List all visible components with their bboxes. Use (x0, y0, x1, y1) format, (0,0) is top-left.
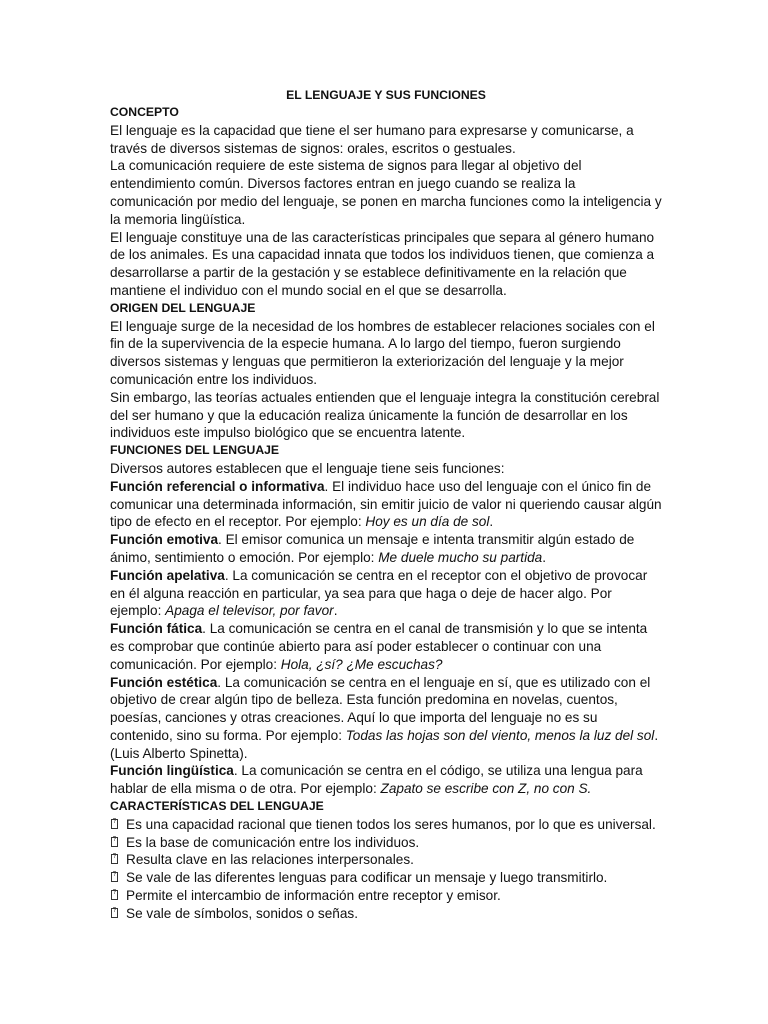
section-heading-concepto: CONCEPTO (110, 105, 179, 119)
paragraph: El lenguaje es la capacidad que tiene el ser humano para expresarse y comunicarse, a través de diversos sistemas de signos: orales, escritos o gestuales. (110, 122, 634, 156)
function-name: Función fática (110, 621, 203, 637)
list-item (110, 887, 662, 905)
list-item (110, 851, 662, 869)
function-item (110, 762, 662, 798)
function-item (110, 620, 662, 673)
function-text: . La comunicación se centra en el código, se utiliza una lengua para hablar de ella misma o de otra. Por ejemplo: (110, 763, 643, 797)
function-name: Función lingüística (110, 763, 234, 779)
function-text: . La comunicación se centra en el canal de transmisión y lo que se intenta es comprobar que continúe abierto para así poder establecer o continuar con una comunicación. Por ejemplo: (110, 621, 648, 672)
function-after: . (Luis Alberto Spinetta). (110, 727, 659, 761)
paragraph: Diversos autores establecen que el lenguaje tiene seis funciones: (110, 460, 505, 476)
list-item-text: Se vale de las diferentes lenguas para codificar un mensaje y luego transmitirlo. (126, 870, 608, 886)
list-item-text: Es una capacidad racional que tienen todos los seres humanos, por lo que es universal. (126, 816, 656, 832)
section-heading-caracteristicas: CARACTERÍSTICAS DEL LENGUAJE (110, 799, 324, 814)
bullet-icon (111, 890, 118, 900)
bullet-icon (111, 854, 118, 864)
function-example: Hola, ¿sí? ¿Me escuchas? (280, 656, 443, 672)
function-example: Todas las hojas son del viento, menos la luz del sol (345, 727, 655, 743)
function-name: Función referencial o informativa (110, 478, 325, 494)
list-item (110, 905, 662, 923)
function-text: . La comunicación se centra en el lenguaje en sí, que es utilizado con el objetivo de crear algún tipo de belleza. Esta función predomina en novelas, cuentos, poesías, canciones y otras creaciones. Aquí lo que importa del lenguaje no es su contenido, sino su forma. Por ejemplo: (110, 674, 651, 743)
function-item (110, 567, 662, 620)
paragraph: La comunicación requiere de este sistema de signos para llegar al objetivo del entendimiento común. Diversos factores entran en juego cuando se realiza la comunicación por medio del lenguaje, se ponen en marcha funciones como la inteligencia y la memoria lingüística. (110, 158, 662, 227)
function-name: Función estética (110, 674, 218, 690)
document-title: EL LENGUAJE Y SUS FUNCIONES (286, 88, 486, 102)
list-item (110, 816, 662, 834)
function-text: . La comunicación se centra en el receptor con el objetivo de provocar en él alguna reacción en particular, ya sea para que haga o deje de hacer algo. Por ejemplo: (110, 567, 648, 619)
function-after: . (333, 603, 338, 619)
bullet-icon (111, 872, 118, 882)
function-item (110, 531, 662, 567)
document-page (110, 86, 662, 923)
list-item (110, 834, 662, 852)
list-item-text: Es la base de comunicación entre los individuos. (126, 834, 420, 850)
characteristics-list (110, 816, 662, 923)
bullet-icon (111, 908, 118, 918)
function-name: Función apelativa (110, 567, 225, 583)
section-heading-origen: ORIGEN DEL LENGUAJE (110, 300, 256, 315)
list-item-text: Se vale de símbolos, sonidos o señas. (126, 905, 358, 921)
function-example: Zapato se escribe con Z, no con S. (380, 781, 592, 797)
bullet-icon (111, 837, 118, 847)
list-item (110, 869, 662, 887)
function-name: Función emotiva (110, 532, 219, 548)
function-item (110, 478, 662, 531)
bullet-icon (111, 819, 118, 829)
paragraph: El lenguaje constituye una de las características principales que separa al género humano de los animales. Es una capacidad innata que todos los individuos tienen, que comienza a desarrollarse a partir de la gestación y se establece definitivamente en la relación que mantiene el individuo con el mundo social en el que se desarrolla. (110, 229, 655, 298)
function-example: Apaga el televisor, por favor (165, 603, 334, 619)
paragraph: El lenguaje surge de la necesidad de los hombres de establecer relaciones sociales con el fin de la supervivencia de la especie humana. A lo largo del tiempo, fueron surgiendo diversos sistemas y lenguas que permitieron la exteriorización del lenguaje y la mejor comunicación entre los individuos. (110, 318, 655, 387)
function-text: . El individuo hace uso del lenguaje con el único fin de comunicar una determinada información, sin emitir juicio de valor ni queriendo causar algún tipo de efecto en el receptor. Por ejemplo: (110, 478, 662, 530)
paragraph: Sin embargo, las teorías actuales entienden que el lenguaje integra la constitución cerebral del ser humano y que la educación realiza únicamente la función de desarrollar en los individuos este impulso biológico que se encuentra latente. (110, 389, 660, 441)
function-item (110, 674, 662, 763)
function-example: Me duele mucho su partida (378, 549, 543, 565)
list-item-text: Resulta clave en las relaciones interpersonales. (126, 852, 414, 868)
function-after: . (542, 549, 546, 565)
function-text: . El emisor comunica un mensaje e intenta transmitir algún estado de ánimo, sentimiento o emoción. Por ejemplo: (110, 532, 635, 565)
function-example: Hoy es un día de sol (365, 514, 490, 530)
section-heading-funciones: FUNCIONES DEL LENGUAJE (110, 443, 280, 458)
function-after: . (489, 514, 494, 530)
list-item-text: Permite el intercambio de información entre receptor y emisor. (126, 888, 501, 904)
